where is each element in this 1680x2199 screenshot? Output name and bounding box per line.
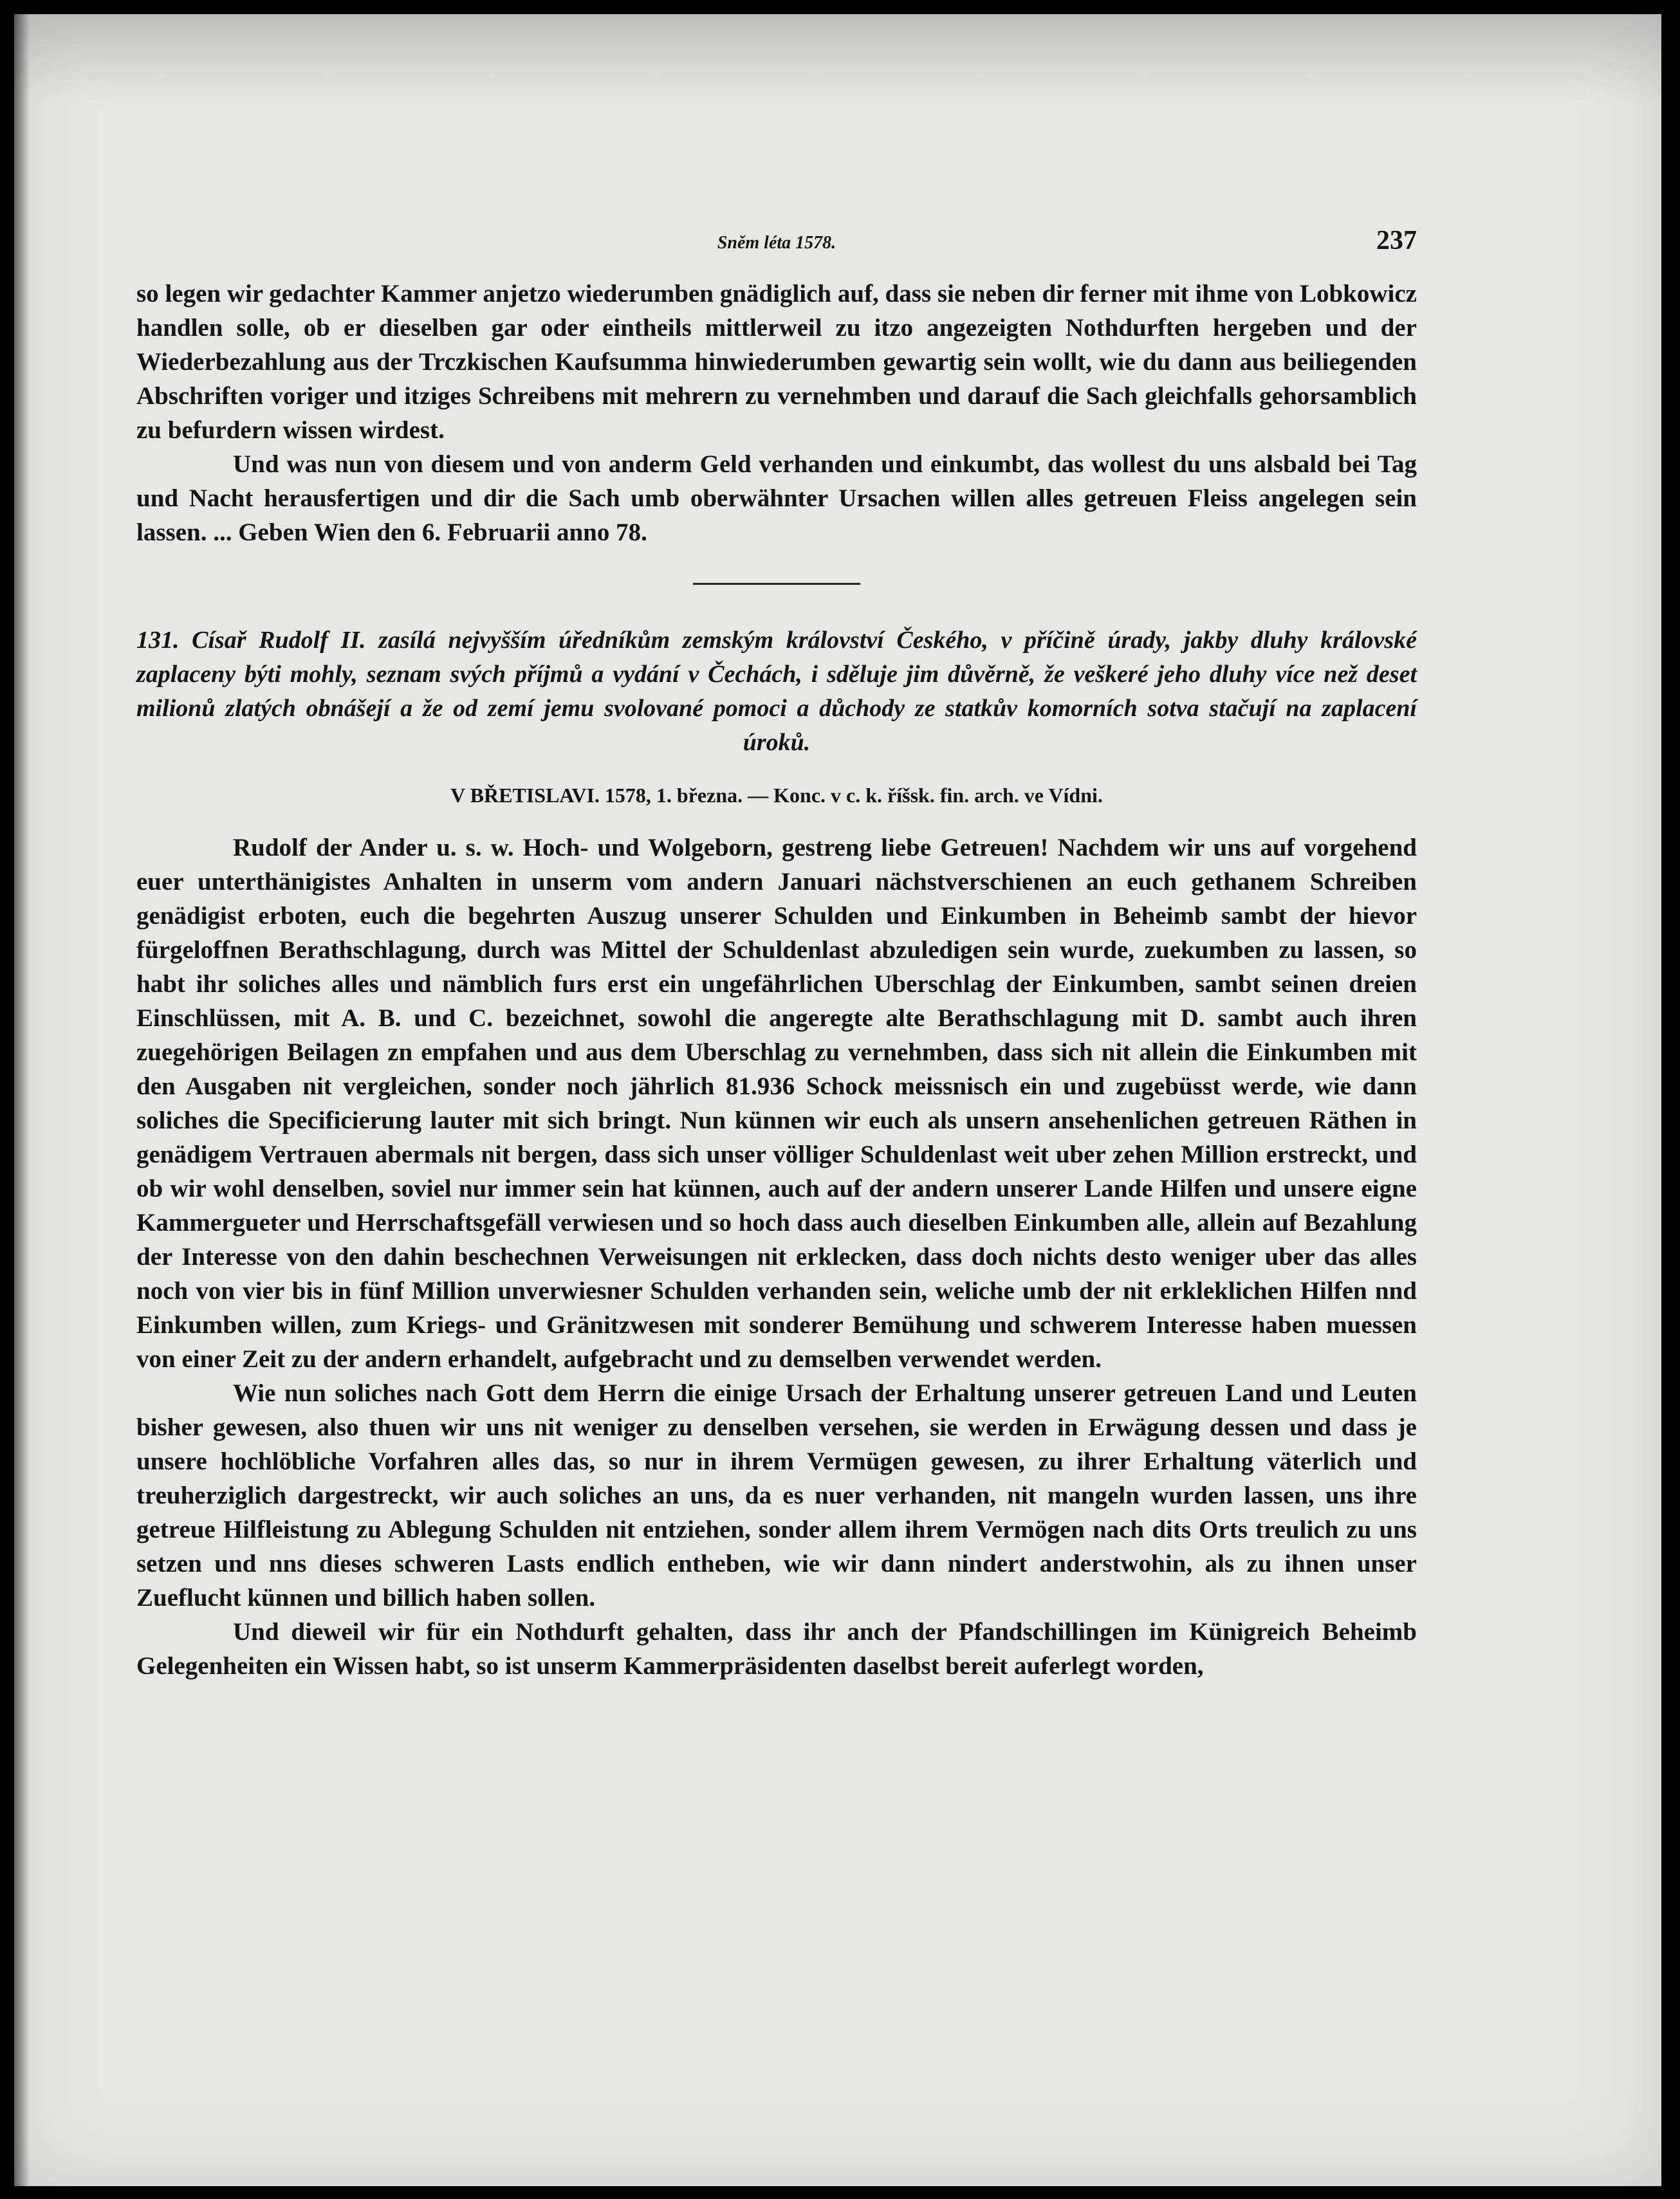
page-number: 237 [1376,226,1417,255]
letter-paragraph-1: Rudolf der Ander u. s. w. Hoch- und Wolgeborn, gestreng liebe Getreuen! Nachdem wir uns auf vorgehend euer unterthänigistes Anhalten in unserm vom andern Januari nächstverschienen an euch gethanem Schreiben genädigist erboten, euch die begehrten Auszug unserer Schulden und Einkumben in Beheimb sambt der hievor fürgeloffnen Berathschlagung, durch was Mittel der Schuldenlast abzuledigen sein wurde, zuekumben zu lassen, so habt ihr soliches alles und nämblich furs erst ein ungefährlichen Uberschlag der Einkumben, sambt seinen dreien Einschlüssen, mit A. B. und C. bezeichnet, sowohl die angeregte alte Berathschlagung mit D. sambt auch ihren zuegehörigen Beilagen zn empfahen und aus dem Uberschlag zu vernehmben, dass sich nit allein die Einkumben mit den Ausgaben nit vergleichen, sonder noch jährlich 81.936 Schock meissnisch ein und zugebüsst werde, wie dann soliches die Specificierung lauter mit sich bringt. Nun künnen wir euch als unsern ansehenlichen getreuen Räthen in genädigem Vertrauen abermals nit bergen, dass sich unser völliger Schuldenlast weit uber zehen Million erstreckt, und ob wir wohl denselben, soviel nur immer sein hat künnen, auch auf der andern unserer Lande Hilfen und unsere eigne Kammergueter und Herrschaftsgefäll verwiesen und so hoch dass auch dieselben Einkumben alle, allein auf Bezahlung der Interesse von den dahin beschechnen Verweisungen nit erklecken, dass doch nichts desto weniger uber das alles noch von vier bis in fünf Million unverwiesner Schulden verhanden sein, weliche umb der nit erkleklichen Hilfen nnd Einkumben willen, zum Kriegs- und Gränitzwesen mit sonderer Bemühung und schwerem Interesse haben muessen von einer Zeit zu der andern erhandelt, aufgebracht und zu demselben verwendet werden. [136,834,1417,1373]
continuation-paragraph-1: so legen wir gedachter Kammer anjetzo wiederumben gnädiglich auf, dass sie neben dir ferner mit ihme von Lobkowicz handlen solle, ob er dieselben gar oder eintheils mittlerweil zu itzo angezeigten Nothdurften hergeben und der Wiederbezahlung aus der Trczkischen Kaufsumma hinwiederumben gewartig sein wollt, wie du dann aus beiliegenden Abschriften voriger und itziges Schreibens mit mehrern zu vernehmben und darauf die Sach gleichfalls gehorsamblich zu befurdern wissen wirdest. [136,280,1417,444]
letter-paragraph-3: Und dieweil wir für ein Nothdurft gehalten, dass ihr anch der Pfandschillingen im Künigreich Beheimb Gelegenheiten ein Wissen habt, so ist unserm Kammerpräsidenten daselbst bereit auferlegt worden, [136,1618,1417,1680]
page-content [136,219,1417,1683]
scanned-page [14,14,1661,2186]
continuation-text [136,277,1417,549]
letter-body [136,831,1417,1683]
document-source-line: V BŘETISLAVI. 1578, 1. března. — Konc. v c. k. říšsk. fin. arch. ve Vídni. [450,784,1103,807]
scan-shadow-left [14,14,30,2186]
continuation-paragraph-2: Und was nun von diesem und von anderm Geld verhanden und einkumbt, das wollest du uns alsbald bei Tag und Nacht herausfertigen und dir die Sach umb oberwähnter Ursachen willen alles getreuen Fleiss angelegen sein lassen. ... Geben Wien den 6. Februarii anno 78. [136,450,1417,546]
document-131 [136,623,1417,1683]
running-title: Sněm léta 1578. [717,233,836,253]
scan-shadow-top [14,14,1661,104]
section-divider [693,583,860,585]
letter-paragraph-2: Wie nun soliches nach Gott dem Herrn die einige Ursach der Erhaltung unserer getreuen Land und Leuten bisher gewesen, also thuen wir uns nit weniger zu denselben versehen, sie werden in Erwägung dessen und dass je unsere hochlöbliche Vorfahren alles das, so nur in ihrem Vermügen gewesen, zu ihrer Erhaltung väterlich und treuherziglich dargestreckt, wir auch soliches an uns, da es nuer verhanden, nit mangeln wurden lassen, uns ihre getreue Hilfleistung zu Ablegung Schulden nit entziehen, sonder allem ihrem Vermögen nach dits Orts treulich zu uns setzen und nns dieses schweren Lasts endlich entheben, wie wir dann nindert anderstwohin, als zu ihnen unser Zueflucht künnen und billich haben sollen. [136,1379,1417,1612]
running-head [136,219,1417,264]
document-heading: 131. Císař Rudolf II. zasílá nejvyšším úředníkům zemským království Českého, v příčině úrady, jakby dluhy královské zaplaceny býti mohly, seznam svých příjmů a vydání v Čechách, i sděluje jim důvěrně, že veškeré jeho dluhy více než deset milionů zlatých obnášejí a že od zemí jemu svolované pomoci a důchody ze statkův komorních sotva stačují na zaplacení úroků. [136,627,1417,756]
